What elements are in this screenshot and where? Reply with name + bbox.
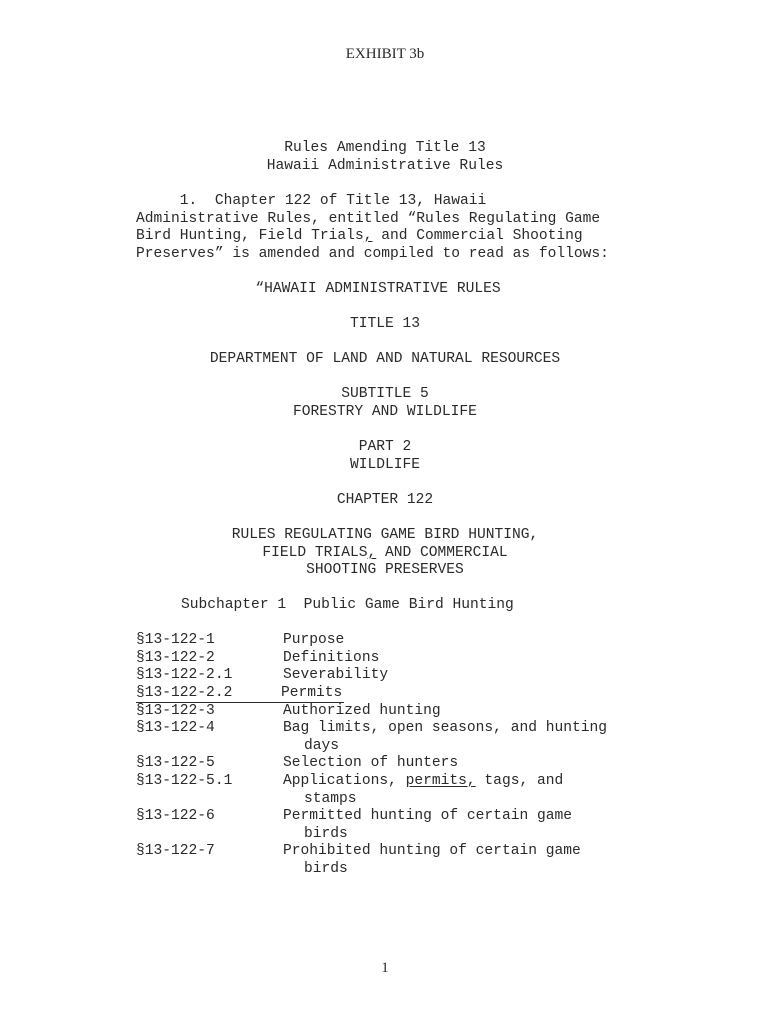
heading-line-2: Hawaii Administrative Rules: [266, 158, 504, 174]
toc-row: [136, 632, 344, 650]
part-heading: PART 2: [358, 439, 412, 455]
toc-section-title: Bag limits, open seasons, and hunting: [283, 720, 608, 736]
toc-section-number: §13-122-6: [136, 808, 215, 824]
toc-section-title: Severability: [283, 667, 389, 683]
subtitle-name: FORESTRY AND WILDLIFE: [293, 404, 477, 420]
toc-section-title-continued: birds: [304, 826, 348, 842]
toc-section-number: §13-122-7: [136, 843, 215, 859]
intro-line-1: 1. Chapter 122 of Title 13, Hawaii: [136, 193, 487, 209]
intro-line-3-part-a: Bird Hunting, Field Trials: [136, 228, 364, 244]
intro-line-3: [136, 228, 583, 246]
har-heading: “HAWAII ADMINISTRATIVE RULES: [255, 281, 501, 297]
toc-section-title: Authorized hunting: [283, 703, 441, 719]
chapter-title-line-2-part-a: FIELD TRIALS: [262, 545, 368, 561]
inserted-text: permits,: [405, 773, 476, 789]
inserted-comma: ,: [363, 228, 373, 244]
chapter-title-line-2-part-b: AND COMMERCIAL: [376, 545, 508, 561]
toc-row: [136, 720, 607, 738]
toc-section-number: §13-122-1: [136, 632, 215, 648]
toc-title-part-b: tags, and: [475, 773, 564, 789]
toc-row: [136, 650, 379, 668]
toc-row: [136, 703, 441, 721]
toc-row: [136, 755, 458, 773]
toc-section-number: §13-122-2.2: [136, 685, 233, 701]
heading-line-1: Rules Amending Title 13: [284, 140, 486, 156]
chapter-title-line-3: SHOOTING PRESERVES: [306, 562, 464, 578]
toc-row: [136, 843, 581, 861]
toc-section-number: §13-122-2: [136, 650, 215, 666]
toc-section-title-continued: days: [304, 738, 340, 754]
chapter-title-line-1: RULES REGULATING GAME BIRD HUNTING,: [231, 527, 539, 543]
exhibit-label: EXHIBIT 3b: [345, 46, 425, 62]
toc-section-title: [283, 773, 563, 791]
chapter-title-line-2: [0, 545, 770, 563]
toc-section-title: Definitions: [283, 650, 380, 666]
intro-line-4: Preserves” is amended and compiled to read as follows:: [136, 246, 609, 262]
chapter-heading: CHAPTER 122: [336, 492, 434, 508]
inserted-comma: ,: [367, 545, 377, 561]
toc-section-number: §13-122-5.1: [136, 773, 233, 789]
toc-title-part-a: Applications,: [283, 773, 406, 789]
toc-section-title: Permitted hunting of certain game: [283, 808, 573, 824]
page-number: 1: [381, 960, 389, 976]
toc-section-title-continued: birds: [304, 861, 348, 877]
subtitle-heading: SUBTITLE 5: [341, 386, 429, 402]
department-heading: DEPARTMENT OF LAND AND NATURAL RESOURCES: [209, 351, 561, 367]
title-heading: TITLE 13: [349, 316, 421, 332]
toc-section-number: §13-122-3: [136, 703, 215, 719]
toc-section-title: Purpose: [283, 632, 345, 648]
toc-section-title: Selection of hunters: [283, 755, 459, 771]
toc-section-title: Permits: [281, 685, 343, 701]
toc-row-inserted: [136, 685, 342, 703]
toc-section-number: §13-122-4: [136, 720, 215, 736]
toc-section-number: §13-122-5: [136, 755, 215, 771]
intro-line-3-part-b: and Commercial Shooting: [372, 228, 583, 244]
toc-row: [136, 773, 563, 791]
toc-row: [136, 667, 388, 685]
toc-row: [136, 808, 572, 826]
toc-section-title: Prohibited hunting of certain game: [283, 843, 581, 859]
subchapter-heading: Subchapter 1 Public Game Bird Hunting: [181, 597, 514, 613]
toc-section-number: §13-122-2.1: [136, 667, 233, 683]
intro-line-2: Administrative Rules, entitled “Rules Regulating Game: [136, 211, 601, 227]
part-name: WILDLIFE: [349, 457, 421, 473]
toc-section-title-continued: stamps: [304, 791, 357, 807]
